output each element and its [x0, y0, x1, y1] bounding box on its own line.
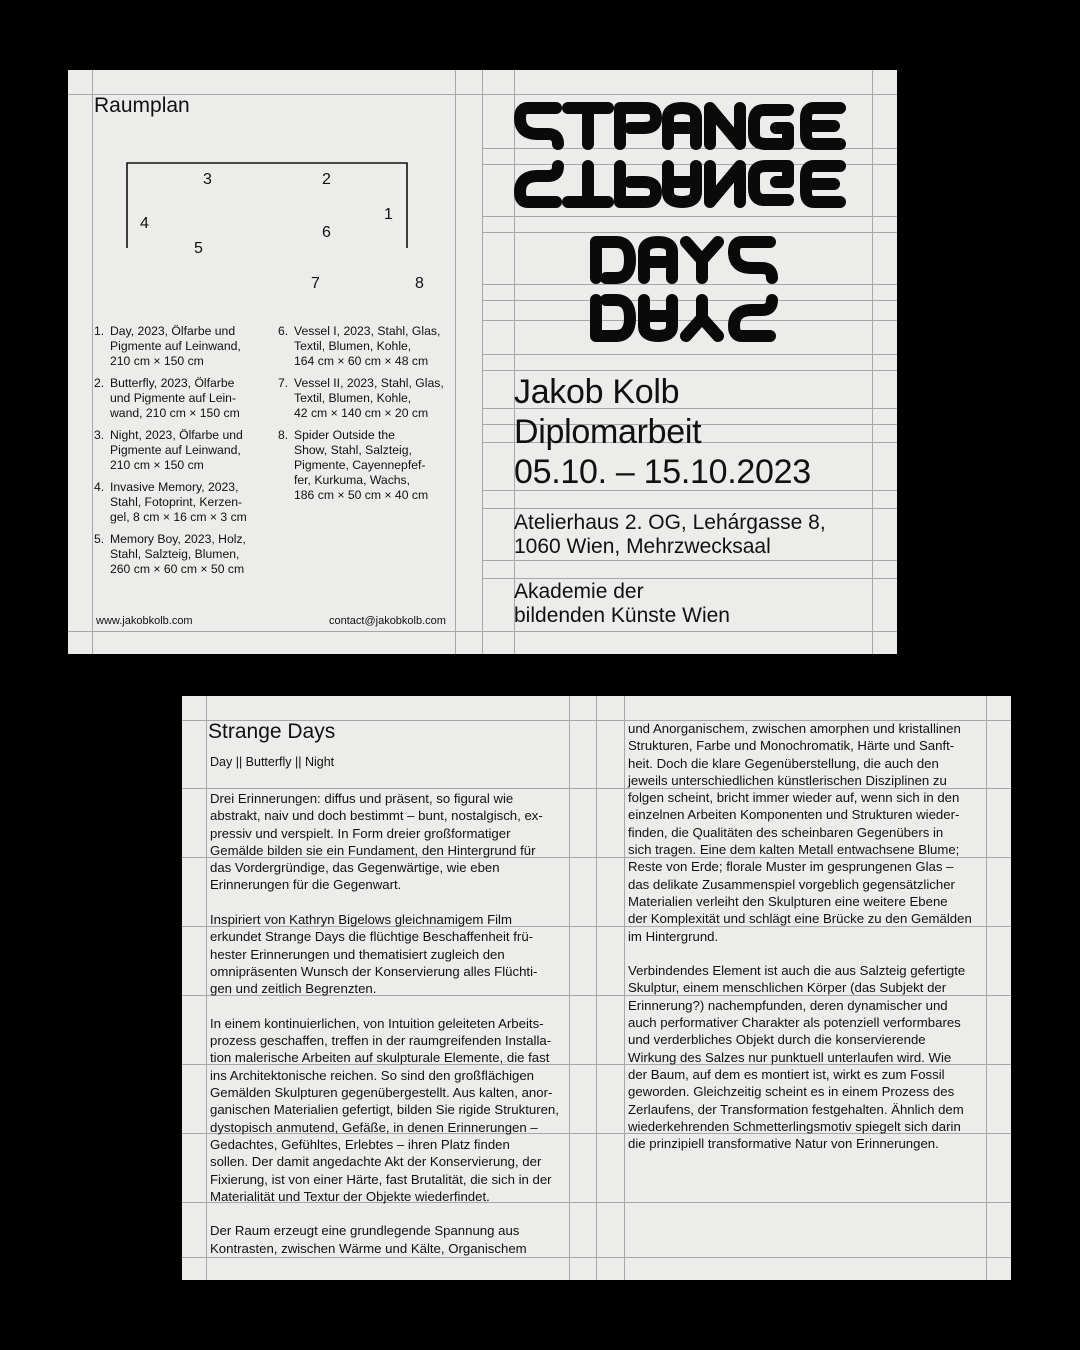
grid-line	[624, 696, 625, 1280]
text-line: Erinnerung?) nachempfunden, deren dynamischer und	[628, 997, 948, 1013]
grid-line	[455, 70, 456, 654]
work-type: Diplomarbeit	[514, 413, 702, 451]
exhibition-text-sheet	[182, 696, 1011, 1280]
text-line: Verbindendes Element ist auch die aus Salzteig gefertigte	[628, 963, 966, 979]
work-number: 5.	[94, 532, 105, 546]
text-line: Reste von Erde; florale Muster im gesprungenen Glas –	[628, 859, 954, 875]
logo-days	[588, 230, 798, 350]
text-line: Inspiriert von Kathryn Bigelows gleichnamigem Film	[210, 912, 512, 928]
text-line: geworden. Gleichzeitig scheint es in einem Prozess des	[628, 1084, 955, 1100]
text-line: Zerlaufens, der Transformation festgehalten. Ähnlich dem	[628, 1101, 964, 1117]
text-line	[628, 945, 972, 962]
venue-address: 1060 Wien, Mehrzwecksaal	[514, 535, 771, 558]
text-line: sollen. Der damit angedachte Akt der Konservierung, der	[210, 1154, 542, 1170]
grid-line	[482, 578, 897, 579]
exhibition-flyer: Raumplan 3 2 1 4 6 5 7 8 1. Day, 2023, Ölfarbe und Pigmente auf Leinwand, 210 cm × 150 cm 2. Butterfly, 2023, Ölfarbe und Pigmente auf Lein- wand, 210 cm × 150 cm 3. Night, 2023, Ölfarbe und Pigmente auf Leinwand, 210 cm × 150 cm 4. Invasive Memory, 2023, Stahl, Fotoprint, Kerzen- gel, 8 cm × 16 cm × 3 cm 5. Memory Boy, 2023, Holz, Stahl, Salzteig, Blumen, 260 cm × 60 cm × 50 cm 6. Vessel I, 2023, Stahl, Glas, Textil, Blumen, Kohle, 164 cm × 60 cm × 48 cm 7. Vessel II, 2023, Stahl, Glas, Textil, Blumen, Kohle, 42 cm × 140 cm × 20 cm 8. Spider Outside the Show, Stahl, Salzteig, Pigmente, Cayennepfef- fer, Kurkuma, Wachs, 186 cm × 50 cm × 40 cm www.jakobkolb.com contact@jakobkolb.com Jakob Kolb Diplomarbeit 05.10. – 15.10.2023 Atelierhaus 2. OG, Lehárgasse 8, 1060 Wien, Mehrzwecksaal Akademie der bildenden Künste Wien	[68, 70, 897, 654]
text-line: omnipräsenten Wunsch der Konservierung alles Flüchti-	[210, 963, 538, 979]
strange-days-logo	[514, 96, 872, 356]
text-line: Gemälden Skulpturen gegenübergestellt. Aus kalten, anor-	[210, 1085, 553, 1101]
floorplan-walls	[126, 162, 416, 262]
text-line: einzelnen Arbeiten Komponenten und Strukturen wieder-	[628, 807, 960, 823]
text-line: gen und zeitlich Begrenzten.	[210, 981, 377, 997]
floorplan-number: 8	[415, 275, 424, 292]
logo-strange	[514, 96, 870, 216]
text-line: Kontrasten, zwischen Wärme und Kälte, Organischem	[210, 1240, 527, 1256]
text-line: Fixierung, ist von einer Härte, fast Brutalität, die sich in der	[210, 1171, 552, 1187]
text-line: hester Erinnerungen und thematisiert zugleich den	[210, 946, 505, 962]
floorplan-number: 2	[322, 171, 331, 188]
exhibition-dates: 05.10. – 15.10.2023	[514, 453, 811, 491]
artist-name: Jakob Kolb	[514, 373, 680, 411]
text-line: Drei Erinnerungen: diffus und präsent, so figural wie	[210, 791, 514, 806]
text-line: der Komplexität und schlägt eine Brücke zu den Gemälden	[628, 911, 972, 927]
text-line: erkundet Strange Days die flüchtige Beschaffenheit frü-	[210, 929, 534, 945]
grid-line	[986, 696, 987, 1280]
text-line: abstrakt, naiv und doch bestimmt – bunt, nostalgisch, ex-	[210, 808, 543, 824]
work-number: 8.	[278, 428, 289, 442]
text-line: wiederkehrenden Schmetterlingsmotiv spiegelt sich darin	[628, 1118, 961, 1134]
floorplan-number: 6	[322, 224, 331, 241]
text-line: prozess geschaffen, treffen in der raumgreifenden Installa-	[210, 1033, 552, 1049]
text-line: Erinnerungen für die Gegenwart.	[210, 877, 402, 893]
floorplan-number: 7	[311, 275, 320, 292]
work-number: 7.	[278, 376, 289, 390]
venue-address: Atelierhaus 2. OG, Lehárgasse 8,	[514, 511, 826, 534]
text-line: auch performativer Charakter als potenziell verformbares	[628, 1015, 961, 1031]
website-link[interactable]: www.jakobkolb.com	[96, 615, 193, 627]
text-column-right	[628, 720, 972, 1152]
text-line: heit. Doch die klare Gegenüberstellung, die auch den	[628, 755, 939, 771]
text-line	[210, 998, 559, 1015]
text-line: Materialität und Textur der Objekte wiederfindet.	[210, 1188, 490, 1204]
work-number: 2.	[94, 376, 105, 390]
text-line: und Anorganischem, zwischen amorphen und kristallinen	[628, 721, 961, 736]
text-line: folgen scheint, bricht immer wieder auf, wenn sich in den	[628, 790, 960, 806]
text-line: In einem kontinuierlichen, von Intuition geleiteten Arbeits-	[210, 1015, 544, 1031]
grid-line	[596, 696, 597, 1280]
grid-line	[872, 70, 873, 654]
grid-line	[482, 70, 483, 654]
text-line: ganischen Materialien gefertigt, bilden Sie rigide Strukturen,	[210, 1102, 559, 1118]
floorplan-number: 5	[194, 240, 203, 257]
text-line: sich tragen. Eine dem kalten Metall entwachsene Blume;	[628, 842, 960, 858]
text-line: Materialien verleiht den Skulpturen eine weitere Ebene	[628, 893, 948, 909]
text-line: jeweils unterschiedlichen künstlerischen Disziplinen zu	[628, 772, 947, 788]
text-title: Strange Days	[208, 720, 336, 743]
text-line: und verderbliches Objekt durch die konservierende	[628, 1032, 926, 1048]
text-line: Gedachtes, Gefühltes, Erlebtes – ihren Platz finden	[210, 1136, 510, 1152]
text-line: dystopisch anmutend, Gefäße, in denen Erinnerungen –	[210, 1119, 538, 1135]
grid-line	[482, 560, 897, 561]
grid-line	[68, 94, 897, 95]
text-line: tion malerische Arbeiten auf skulpturale Elemente, die fast	[210, 1050, 550, 1066]
institution-name: bildenden Künste Wien	[514, 604, 730, 627]
work-number: 1.	[94, 324, 105, 338]
text-line: pressiv und verspielt. In Form dreier großformatiger	[210, 825, 511, 841]
text-column-left	[210, 790, 559, 1257]
floorplan-heading: Raumplan	[94, 94, 190, 117]
grid-line	[482, 370, 897, 371]
work-number: 6.	[278, 324, 289, 338]
text-line: Skulptur, einem menschlichen Körper (das Subjekt der	[628, 980, 947, 996]
work-number: 3.	[94, 428, 105, 442]
text-line: das Vordergründige, das Gegenwärtige, wie eben	[210, 860, 500, 876]
floorplan-number: 4	[140, 215, 149, 232]
grid-line	[206, 696, 207, 1280]
text-line: die prinzipiell transformative Natur von Erinnerungen.	[628, 1136, 939, 1152]
institution-name: Akademie der	[514, 580, 644, 603]
text-line: Strukturen, Farbe und Monochromatik, Härte und Sanft-	[628, 738, 955, 754]
text-line: das delikate Zusammenspiel vorgeblich gegensätzlicher	[628, 876, 955, 892]
grid-line	[569, 696, 570, 1280]
text-line	[210, 894, 559, 911]
floorplan-number: 1	[384, 206, 393, 223]
text-line: Der Raum erzeugt eine grundlegende Spannung aus	[210, 1223, 520, 1239]
text-line: ins Architektonische reichen. So sind den großflächigen	[210, 1067, 535, 1083]
text-line: Wirkung des Salzes nur punktuell unterlaufen wird. Wie	[628, 1049, 952, 1065]
floorplan-number: 3	[203, 171, 212, 188]
text-subtitle: Day || Butterfly || Night	[210, 755, 335, 769]
work-number: 4.	[94, 480, 105, 494]
contact-email[interactable]: contact@jakobkolb.com	[329, 615, 446, 627]
text-line: im Hintergrund.	[628, 928, 719, 944]
text-line: der Baum, auf dem es montiert ist, wirkt es zum Fossil	[628, 1066, 945, 1082]
text-line: finden, die Qualitäten des scheinbaren Gegenübers in	[628, 824, 944, 840]
text-line: Gemälde bilden sie ein Fundament, den Hintergrund für	[210, 842, 536, 858]
grid-line	[482, 508, 897, 509]
grid-line	[182, 1257, 1011, 1258]
grid-line	[92, 70, 93, 654]
grid-line	[68, 631, 897, 632]
text-line	[210, 1205, 559, 1222]
